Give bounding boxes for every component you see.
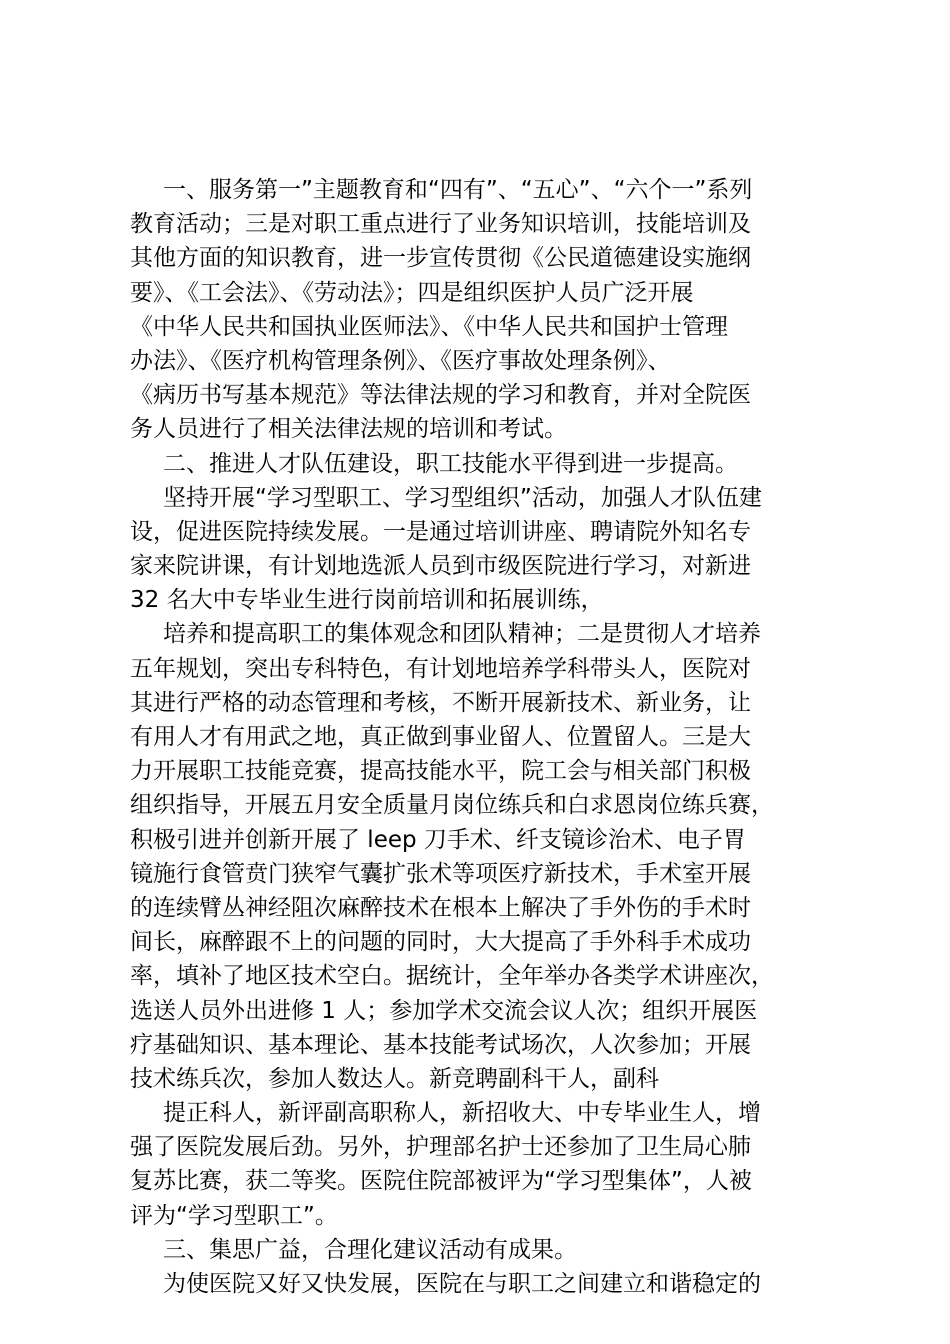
text-line: 坚持开展“学习型职工、学习型组织”活动，加强人才队伍建 (163, 484, 762, 511)
text-line: 32 名大中专毕业生进行岗前培训和拓展训练， (130, 587, 604, 614)
section-heading: 二、推进人才队伍建设，职工技能水平得到进一步提高。 (163, 450, 738, 477)
text-line: 有用人才有用武之地，真正做到事业留人、位置留人。三是大 (130, 724, 751, 750)
text-line: 积极引进并创新开展了 leep 刀手术、纤支镜诊治术、电子胃 (130, 826, 746, 853)
text-line: 选送人员外出进修 1 人；参加学术交流会议人次；组织开展医 (130, 997, 758, 1024)
text-line: 办法》、《医疗机构管理条例》、《医疗事故处理条例》、 (130, 347, 671, 374)
text-line: 《中华人民共和国执业医师法》、《中华人民共和国护士管理 (130, 313, 728, 340)
text-line: 其他方面的知识教育，进一步宣传贯彻《公民道德建设实施纲 (130, 245, 751, 272)
text-line: 间长，麻醉跟不上的问题的同时，大大提高了手外科手术成功 (130, 929, 751, 956)
text-line: 强了医院发展后劲。另外，护理部名护士还参加了卫生局心肺 (130, 1134, 751, 1161)
text-line: 务人员进行了相关法律法规的培训和考试。 (130, 416, 567, 443)
section-heading: 三、集思广益，合理化建议活动有成果。 (163, 1236, 577, 1263)
text-line: 家来院讲课，有计划地选派人员到市级医院进行学习，对新进 (130, 553, 751, 580)
text-line: 《病历书写基本规范》等法律法规的学习和教育，并对全院医 (130, 382, 751, 409)
text-line: 力开展职工技能竞赛，提高技能水平，院工会与相关部门积极 (130, 758, 751, 785)
text-line: 疗基础知识、基本理论、基本技能考试场次，人次参加；开展 (130, 1031, 751, 1058)
text-line: 的连续臂丛神经阻次麻醉技术在根本上解决了手外伤的手术时 (130, 894, 751, 921)
text-line: 评为“学习型职工”。 (130, 1202, 338, 1229)
text-line: 一、服务第一”主题教育和“四有”、“五心”、“六个一”系列 (163, 177, 753, 203)
text-line: 要》、《工会法》、《劳动法》；四是组织医护人员广泛开展 (130, 279, 694, 306)
text-line: 率，填补了地区技术空白。据统计，全年举办各类学术讲座次， (130, 963, 774, 990)
text-line: 为使医院又好又快发展，医院在与职工之间建立和谐稳定的 (163, 1271, 761, 1297)
text-line: 提正科人，新评副高职称人，新招收大、中专毕业生人，增 (163, 1100, 761, 1127)
text-line: 设，促进医院持续发展。一是通过培训讲座、聘请院外知名专 (130, 518, 751, 545)
text-line: 培养和提高职工的集体观念和团队精神；二是贯彻人才培养 (163, 621, 761, 648)
text-line: 组织指导，开展五月安全质量月岗位练兵和白求恩岗位练兵赛， (130, 792, 774, 819)
text-line: 镜施行食管贲门狭窄气囊扩张术等项医疗新技术，手术室开展 (130, 860, 751, 887)
text-line: 技术练兵次，参加人数达人。新竞聘副科干人，副科 (130, 1065, 659, 1092)
text-line: 五年规划，突出专科特色，有计划地培养学科带头人，医院对 (130, 655, 751, 682)
text-line: 其进行严格的动态管理和考核，不断开展新技术、新业务，让 (130, 689, 751, 716)
text-line: 教育活动；三是对职工重点进行了业务知识培训，技能培训及 (130, 211, 751, 238)
document-body (130, 173, 835, 1301)
text-line: 复苏比赛，获二等奖。医院住院部被评为“学习型集体”，人被 (130, 1168, 752, 1195)
